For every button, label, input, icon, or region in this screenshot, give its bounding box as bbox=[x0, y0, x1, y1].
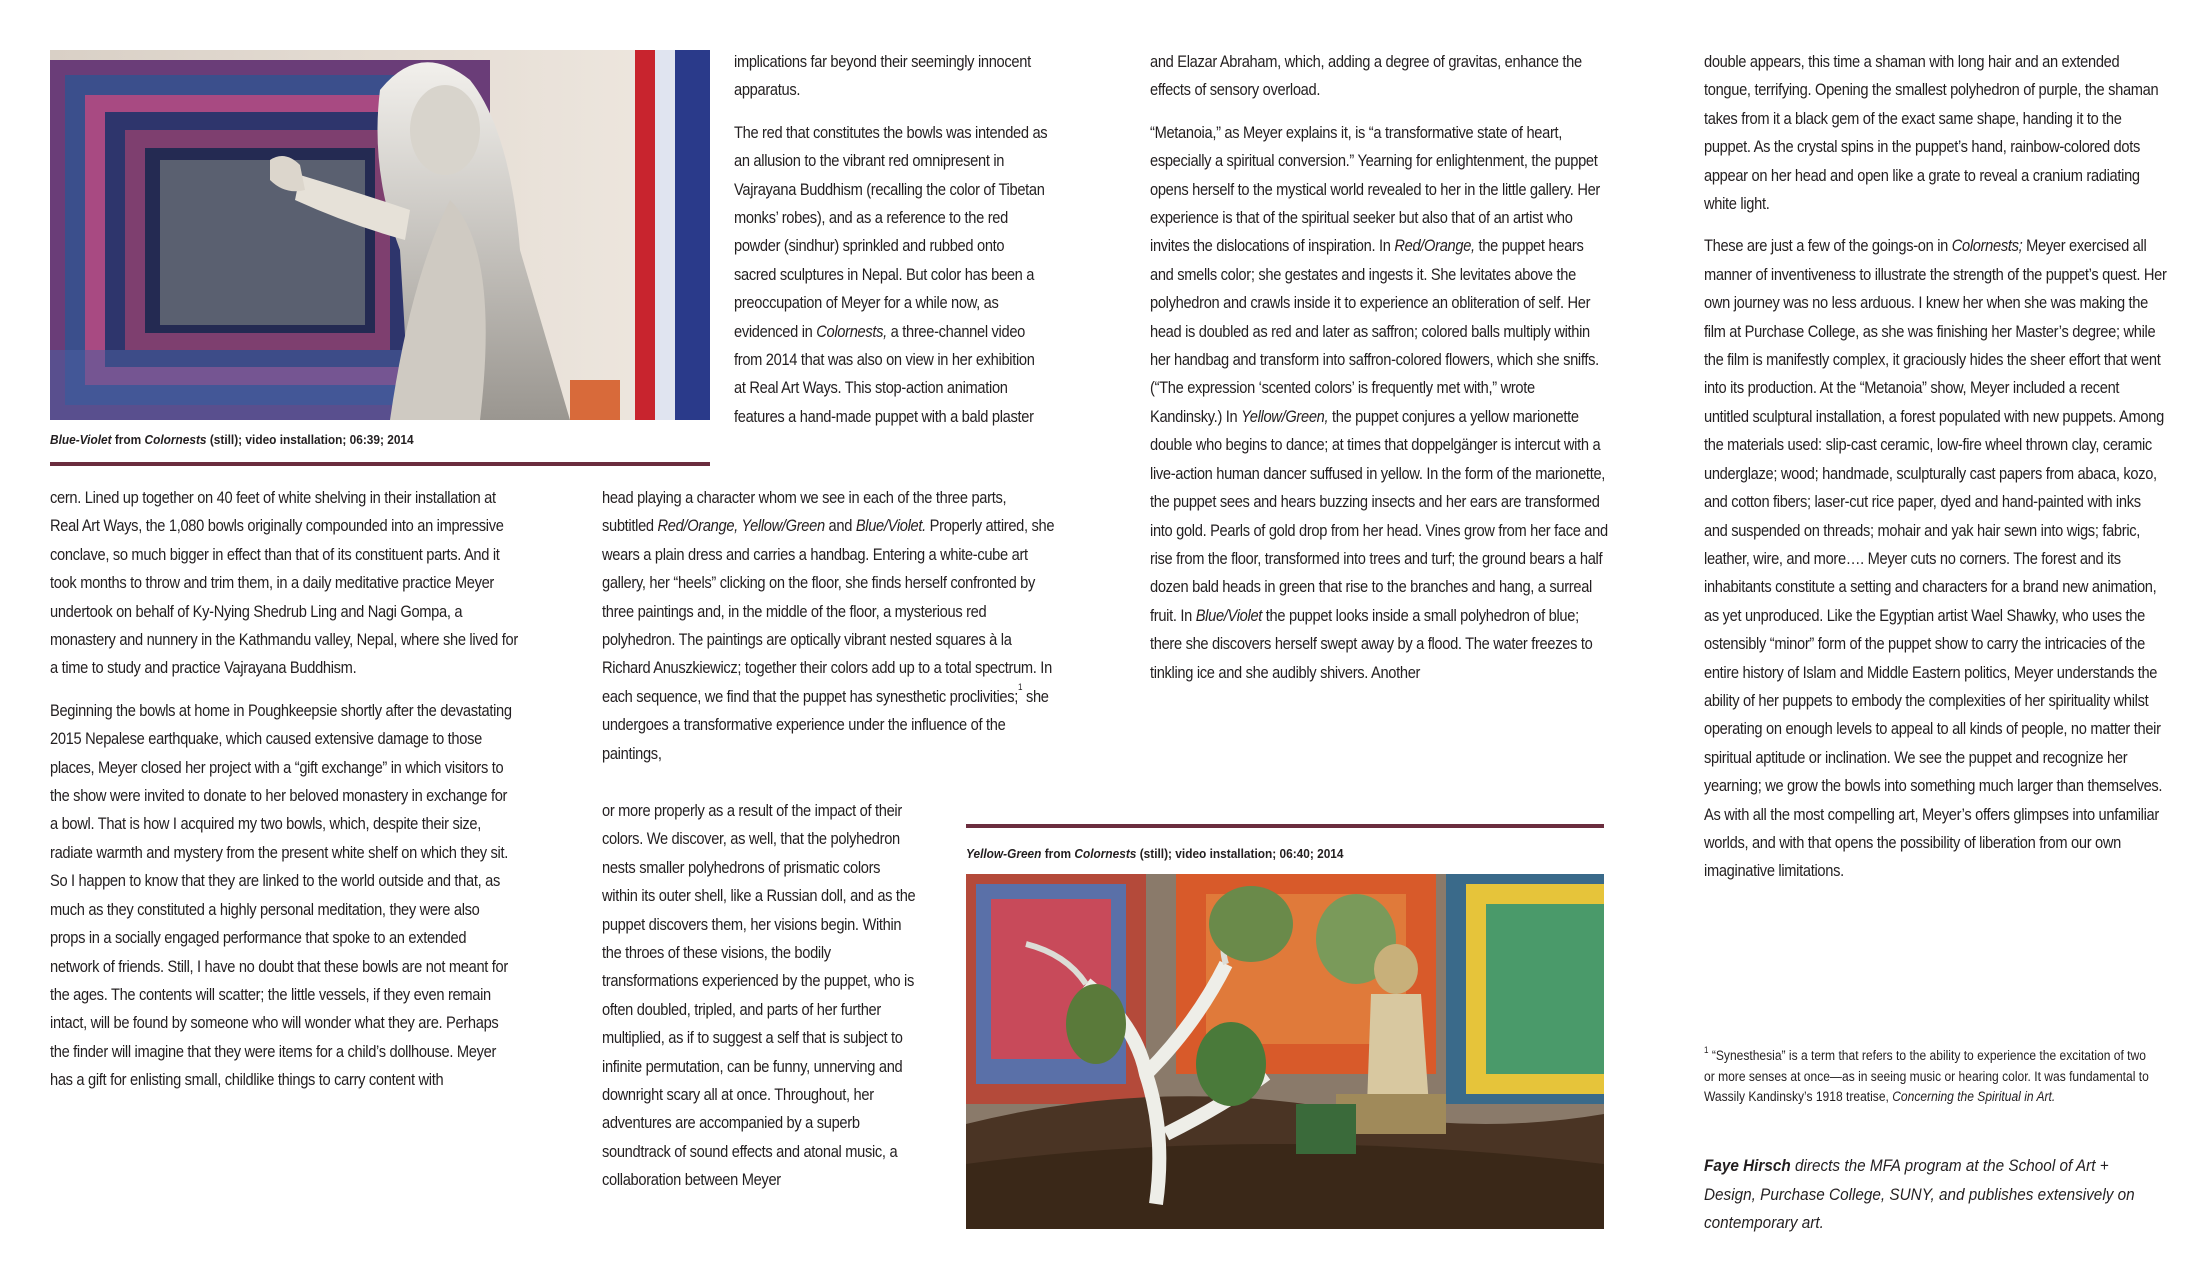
paragraph: “Metanoia,” as Meyer explains it, is “a transformative state of heart, especially a spiritual conversion.” Yearning for enlightenment, the puppet opens herself to the mystical world revealed to her in the little gallery. Her experience is that of the spiritual seeker but also that of an artist who invites the dislocations of inspiration. In Red/Orange, the puppet hears and smells color; she gestates and ingests it. She levitates above the polyhedron and crawls inside it to experience an obliteration of self. Her head is doubled as red and later as saffron; colored balls multiply within her handbag and transform into saffron-colored flowers, which she sniffs. (“The expression ‘scented colors’ is frequently met with,” wrote Kandinsky.) In Yellow/Green, the puppet conjures a yellow marionette double who begins to dance; at times that doppelgänger is intercut with a live-action human dancer suffused in yellow. In the form of the marionette, the puppet sees and hears buzzing insects and her ears are transformed into gold. Pearls of gold drop from her head. Vines grow from her face and rise from the floor, transformed into trees and turf; the ground bears a half dozen bald heads in green that rise to the branches and hang, a surreal fruit. In Blue/Violet the puppet looks inside a small polyhedron of blue; there she discovers herself swept away by a flood. The water freezes to tinkling ice and she audibly shivers. Another bbox=[1150, 123, 1608, 682]
text-column-2-top bbox=[734, 48, 1049, 445]
paragraph: head playing a character whom we see in each of the three parts, subtitled Red/Orange, Yellow/Green and Blue/Violet. Properly attired, she wears a plain dress and carries a handbag. Entering a white-cube art gallery, her “heels” clicking on the floor, she finds herself confronted by three paintings and, in the middle of the floor, a mysterious red polyhedron. The paintings are optically vibrant nested squares à la Richard Anuszkiewicz; together their colors add up to a total spectrum. In each sequence, we find that the puppet has synesthetic proclivities;$^1$ she undergoes a transformative experience under the influence of the paintings, bbox=[602, 489, 1055, 763]
paragraph: or more properly as a result of the impact of their colors. We discover, as well, that the polyhedron nests smaller polyhedrons of prismatic colors within its outer shell, like a Russian doll, and as the puppet discovers them, her visions begin. Within the throes of these visions, the bodily transformations experienced by the puppet, who is often doubled, tripled, and parts of her further multiplied, as if to suggest a self that is subject to infinite permutation, can be funny, unnerving and downright scary all at once. Throughout, her adventures are accompanied by a superb soundtrack of sound effects and atonal music, a collaboration between Meyer bbox=[602, 802, 916, 1190]
paragraph: These are just a few of the goings-on in Colornests; Meyer exercised all manner of inventiveness to illustrate the strength of the puppet’s quest. Her own journey was no less arduous. I knew her when she was making the film at Purchase College, as she was finishing her Master’s degree; while the film is manifestly complex, it graciously hides the sheer effort that went into its production. At the “Metanoia” show, Meyer included a recent untitled sculptural installation, a forest populated with new puppets. Among the materials used: slip-cast ceramic, low-fire wheel thrown clay, ceramic underglaze; wood; handmade, sculpturally cast papers from abaca, kozo, and cotton fibers; laser-cut rice paper, dyed and hand-painted with inks and suspended on threads; mohair and yak hair sewn into wigs; fabric, leather, wire, and more…. Meyer cuts no corners. The forest and its inhabitants constitute a setting and characters for a brand new animation, as yet unproduced. Like the Egyptian artist Wael Shawky, who uses the ostensibly “minor” form of the puppet show to carry the intricacies of the entire history of Islam and Middle Eastern politics, Meyer understands the ability of her puppets to embody the complexities of her spirituality whilst operating on enough levels to appeal to all kinds of people, no matter their spiritual aptitude or inclination. We see the puppet and recognize her yearning; we grow the bowls into something much larger than themselves. As with all the most compelling art, Meyer’s offers glimpses into unfamiliar worlds, and with that opens the possibility of liberation from our own imaginative limitations. bbox=[1704, 237, 2167, 881]
text-column-1 bbox=[50, 484, 518, 1109]
blue-violet-image bbox=[50, 50, 710, 420]
paragraph: and Elazar Abraham, which, adding a degree of gravitas, enhance the effects of sensory overload. bbox=[1150, 53, 1582, 100]
author-bio: Faye Hirsch directs the MFA program at the School of Art + Design, Purchase College, SUNY, and publishes extensively on contemporary art. bbox=[1704, 1156, 2135, 1233]
text-column-3 bbox=[1150, 48, 1609, 701]
paragraph: double appears, this time a shaman with long hair and an extended tongue, terrifying. Opening the smallest polyhedron of purple, the shaman takes from it a black gem of the exact same shape, handing it to the puppet. As the crystal spins in the puppet’s hand, rainbow-colored dots appear on her head and open like a grate to reveal a cranium radiating white light. bbox=[1704, 53, 2159, 214]
author-name: Faye Hirsch bbox=[1704, 1156, 1791, 1175]
footnote: $^1$ “Synesthesia” is a term that refers to the ability to experience the excitation of two or more senses at once—as in seeing music or hearing color. It was fundamental to Wassily Kandinsky’s 1918 treatise, Concerning the Spiritual in Art. bbox=[1704, 1045, 2149, 1104]
text-column-2-low bbox=[602, 797, 917, 1209]
footnote-marker: 1 bbox=[1018, 681, 1023, 692]
paragraph: The red that constitutes the bowls was intended as an allusion to the vibrant red omnipresent in Vajrayana Buddhism (recalling the color of Tibetan monks’ robes), and as a reference to the red powder (sindhur) sprinkled and rubbed onto sacred sculptures in Nepal. But color has been a preoccupation of Meyer for a while now, as evidenced in Colornests, a three-channel video from 2014 that was also on view in her exhibition at Real Art Ways. This stop-action animation features a hand-made puppet with a bald plaster bbox=[734, 123, 1048, 426]
divider-rule bbox=[50, 462, 710, 466]
text-column-4 bbox=[1704, 48, 2168, 900]
paragraph: Beginning the bowls at home in Poughkeepsie shortly after the devastating 2015 Nepalese earthquake, which caused extensive damage to those places, Meyer closed her project with a “gift exchange” in which visitors to the show were invited to donate to her beloved monastery in exchange for a bowl. That is how I acquired my two bowls, which, despite their size, radiate warmth and mystery from the present white shelf on which they sit. So I happen to know that they are linked to the world outside and that, as much as they constituted a highly personal meditation, they were also props in a socially engaged performance that spoke to an extended network of friends. Still, I have no doubt that these bowls are not meant for the ages. The contents will scatter; the little vessels, if they even remain intact, will be found by someone who will wonder what they are. Perhaps the finder will imagine that they were items for a child’s dollhouse. Meyer has a gift for enlisting small, childlike things to carry content with bbox=[50, 701, 512, 1090]
blue-violet-caption: Blue-Violet from Colornests (still); video installation; 06:39; 2014 bbox=[50, 432, 414, 447]
paragraph: cern. Lined up together on 40 feet of white shelving in their installation at Real Art Ways, the 1,080 bowls originally compounded into an impressive conclave, so much bigger in effect than that of its constituent parts. And it took months to throw and trim them, in a daily meditative practice Meyer undertook on behalf of Ky-Nying Shedrub Ling and Nagi Gompa, a monastery and nunnery in the Kathmandu valley, Nepal, where she lived for a time to study and practice Vajrayana Buddhism. bbox=[50, 489, 518, 678]
yellow-green-image bbox=[966, 874, 1604, 1229]
paragraph: implications far beyond their seemingly innocent apparatus. bbox=[734, 53, 1031, 100]
text-column-2-middle bbox=[602, 484, 1057, 782]
divider-rule bbox=[966, 824, 1604, 828]
yellow-green-caption: Yellow-Green from Colornests (still); video installation; 06:40; 2014 bbox=[966, 846, 1344, 861]
